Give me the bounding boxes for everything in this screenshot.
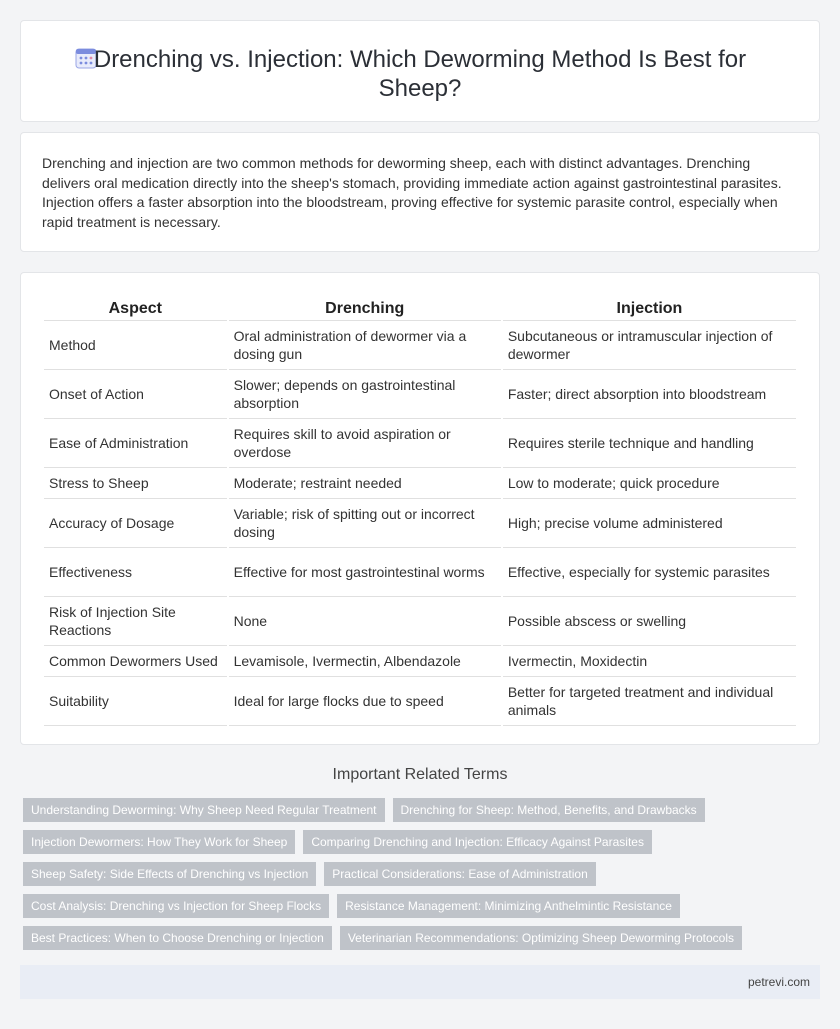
- cell-drenching: Variable; risk of spitting out or incorrect dosing: [229, 499, 501, 548]
- cell-drenching: None: [229, 597, 501, 646]
- related-term-tag[interactable]: Best Practices: When to Choose Drenching or Injection: [23, 926, 332, 950]
- cell-drenching: Oral administration of dewormer via a dosing gun: [229, 321, 501, 370]
- cell-drenching: Ideal for large flocks due to speed: [229, 677, 501, 726]
- cell-injection: Subcutaneous or intramuscular injection of dewormer: [503, 321, 796, 370]
- cell-injection: High; precise volume administered: [503, 499, 796, 548]
- related-term-tag[interactable]: Resistance Management: Minimizing Anthelmintic Resistance: [337, 894, 680, 918]
- related-term-tag[interactable]: Injection Dewormers: How They Work for Sheep: [23, 830, 295, 854]
- related-term-tag[interactable]: Practical Considerations: Ease of Administration: [324, 862, 595, 886]
- footer-site-link[interactable]: petrevi.com: [747, 975, 810, 989]
- page-title: Drenching vs. Injection: Which Deworming Method Is Best for Sheep?: [93, 46, 747, 102]
- related-term-tag[interactable]: Sheep Safety: Side Effects of Drenching vs Injection: [23, 862, 316, 886]
- table-row: [44, 321, 796, 370]
- cell-drenching: Levamisole, Ivermectin, Albendazole: [229, 646, 501, 677]
- cell-aspect: Suitability: [44, 677, 227, 726]
- cell-injection: Effective, especially for systemic parasites: [503, 548, 796, 597]
- footer: [20, 965, 820, 999]
- related-term-tag[interactable]: Cost Analysis: Drenching vs Injection for Sheep Flocks: [23, 894, 329, 918]
- header-drenching: Drenching: [229, 295, 501, 321]
- related-terms-title: Important Related Terms: [332, 766, 508, 783]
- related-term-tag[interactable]: Drenching for Sheep: Method, Benefits, and Drawbacks: [393, 798, 705, 822]
- table-header-row: [44, 295, 796, 321]
- header-aspect: Aspect: [44, 295, 227, 321]
- related-term-tag[interactable]: Understanding Deworming: Why Sheep Need Regular Treatment: [23, 798, 385, 822]
- cell-aspect: Onset of Action: [44, 370, 227, 419]
- intro-paragraph: Drenching and injection are two common methods for deworming sheep, each with distinct advantages. Drenching delivers oral medication directly into the sheep's stomach, providing immediate action against gastrointestinal parasites. Injection offers a faster absorption into the bloodstream, proving effective for systemic parasite control, especially when rapid treatment is necessary.: [42, 155, 782, 230]
- table-row: [44, 370, 796, 419]
- cell-aspect: Method: [44, 321, 227, 370]
- table-row: [44, 499, 796, 548]
- comparison-card: [20, 272, 820, 745]
- cell-injection: Low to moderate; quick procedure: [503, 468, 796, 499]
- table-row: [44, 646, 796, 677]
- cell-aspect: Ease of Administration: [44, 419, 227, 468]
- title-card: [20, 20, 820, 122]
- cell-drenching: Requires skill to avoid aspiration or overdose: [229, 419, 501, 468]
- comparison-table: [42, 295, 798, 726]
- table-row: [44, 419, 796, 468]
- cell-injection: Possible abscess or swelling: [503, 597, 796, 646]
- cell-aspect: Effectiveness: [44, 548, 227, 597]
- cell-drenching: Slower; depends on gastrointestinal absorption: [229, 370, 501, 419]
- cell-aspect: Common Dewormers Used: [44, 646, 227, 677]
- cell-drenching: Moderate; restraint needed: [229, 468, 501, 499]
- table-row: [44, 548, 796, 597]
- table-row: [44, 677, 796, 726]
- header-injection: Injection: [503, 295, 796, 321]
- cell-aspect: Risk of Injection Site Reactions: [44, 597, 227, 646]
- intro-card: [20, 132, 820, 252]
- cell-injection: Faster; direct absorption into bloodstream: [503, 370, 796, 419]
- table-row: [44, 597, 796, 646]
- cell-injection: Better for targeted treatment and individual animals: [503, 677, 796, 726]
- table-row: [44, 468, 796, 499]
- related-term-tag[interactable]: Veterinarian Recommendations: Optimizing Sheep Deworming Protocols: [340, 926, 742, 950]
- related-terms-list: [23, 798, 813, 958]
- cell-drenching: Effective for most gastrointestinal worms: [229, 548, 501, 597]
- cell-aspect: Stress to Sheep: [44, 468, 227, 499]
- cell-aspect: Accuracy of Dosage: [44, 499, 227, 548]
- cell-injection: Ivermectin, Moxidectin: [503, 646, 796, 677]
- cell-injection: Requires sterile technique and handling: [503, 419, 796, 468]
- related-term-tag[interactable]: Comparing Drenching and Injection: Efficacy Against Parasites: [303, 830, 652, 854]
